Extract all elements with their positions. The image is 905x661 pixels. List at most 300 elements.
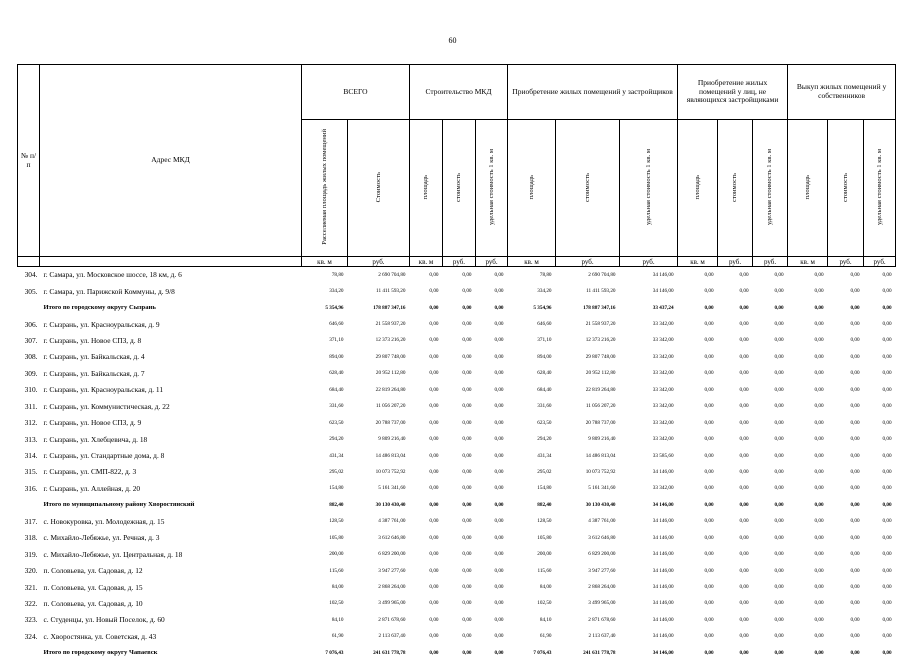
unit-label: руб. (348, 257, 410, 267)
value-cell: 128,50 (302, 513, 348, 529)
value-cell: 20 788 737,00 (556, 414, 620, 430)
column-header (556, 120, 620, 257)
row-number: 307. (18, 332, 40, 348)
value-cell: 0,00 (476, 513, 508, 529)
value-cell: 33 342,00 (620, 480, 678, 496)
value-cell: 5 161 341,60 (556, 480, 620, 496)
column-header-label: стоимость (455, 173, 463, 202)
value-cell: 33 342,00 (620, 316, 678, 332)
value-cell: 0,00 (443, 447, 476, 463)
table-row (18, 283, 896, 299)
value-cell: 0,00 (753, 628, 788, 644)
value-cell: 154,80 (508, 480, 556, 496)
row-number: 323. (18, 612, 40, 628)
value-cell: 0,00 (864, 365, 896, 381)
header-address: Адрес МКД (40, 65, 302, 257)
value-cell: 0,00 (828, 365, 864, 381)
value-cell: 30 130 430,40 (556, 497, 620, 513)
value-cell: 0,00 (410, 431, 443, 447)
value-cell: 3 612 646,80 (556, 530, 620, 546)
value-cell: 0,00 (828, 414, 864, 430)
value-cell: 0,00 (753, 349, 788, 365)
value-cell: 0,00 (443, 480, 476, 496)
value-cell: 0,00 (788, 283, 828, 299)
value-cell: 0,00 (410, 267, 443, 283)
value-cell: 371,10 (302, 332, 348, 348)
value-cell: 0,00 (718, 365, 753, 381)
value-cell: 20 952 112,80 (348, 365, 410, 381)
value-cell: 0,00 (443, 316, 476, 332)
value-cell: 0,00 (443, 398, 476, 414)
value-cell: 0,00 (788, 332, 828, 348)
value-cell: 628,40 (302, 365, 348, 381)
value-cell: 0,00 (443, 546, 476, 562)
column-header-label: стоимость (842, 173, 850, 202)
value-cell: 628,40 (508, 365, 556, 381)
value-cell: 0,00 (443, 283, 476, 299)
value-cell: 0,00 (718, 546, 753, 562)
row-number: 311. (18, 398, 40, 414)
value-cell: 0,00 (828, 530, 864, 546)
address-cell: с. Хворостянка, ул. Советская, д. 43 (40, 628, 302, 644)
value-cell: 0,00 (753, 283, 788, 299)
value-cell: 178 887 347,16 (348, 299, 410, 315)
value-cell: 0,00 (718, 382, 753, 398)
unit-label: руб. (753, 257, 788, 267)
value-cell: 0,00 (828, 349, 864, 365)
column-header-label: Стоимость (375, 172, 383, 202)
value-cell: 0,00 (864, 497, 896, 513)
address-cell: г. Сызрань, ул. Аллейная, д. 20 (40, 480, 302, 496)
units-spacer (18, 257, 40, 267)
column-header (678, 120, 718, 257)
value-cell: 14 486 813,04 (348, 447, 410, 463)
value-cell: 33 585,60 (620, 447, 678, 463)
value-cell: 0,00 (678, 530, 718, 546)
value-cell: 0,00 (678, 431, 718, 447)
value-cell: 0,00 (753, 299, 788, 315)
row-number: 314. (18, 447, 40, 463)
value-cell: 200,00 (508, 546, 556, 562)
unit-label: руб. (556, 257, 620, 267)
value-cell: 2 868 264,00 (556, 579, 620, 595)
value-cell: 294,20 (508, 431, 556, 447)
value-cell: 894,00 (302, 349, 348, 365)
value-cell: 0,00 (476, 414, 508, 430)
address-cell: г. Сызрань, ул. Коммунистическая, д. 22 (40, 398, 302, 414)
value-cell: 0,00 (828, 562, 864, 578)
value-cell: 0,00 (864, 447, 896, 463)
value-cell: 0,00 (476, 447, 508, 463)
value-cell: 0,00 (476, 546, 508, 562)
value-cell: 0,00 (828, 431, 864, 447)
value-cell: 0,00 (864, 579, 896, 595)
unit-label: кв. м (788, 257, 828, 267)
value-cell: 34 146,00 (620, 497, 678, 513)
value-cell: 0,00 (476, 497, 508, 513)
value-cell: 33 342,00 (620, 365, 678, 381)
value-cell: 0,00 (718, 612, 753, 628)
value-cell: 10 073 752,92 (348, 464, 410, 480)
value-cell: 0,00 (788, 595, 828, 611)
value-cell: 0,00 (718, 530, 753, 546)
resettlement-table (17, 64, 895, 661)
value-cell: 0,00 (410, 414, 443, 430)
value-cell: 0,00 (753, 414, 788, 430)
address-cell: г. Сызрань, ул. Новое СПЗ, д. 8 (40, 332, 302, 348)
value-cell: 84,00 (302, 579, 348, 595)
value-cell: 0,00 (753, 595, 788, 611)
value-cell: 0,00 (828, 497, 864, 513)
value-cell: 646,60 (302, 316, 348, 332)
value-cell: 3 947 277,60 (556, 562, 620, 578)
value-cell: 33 342,00 (620, 349, 678, 365)
table-row (18, 480, 896, 496)
value-cell: 0,00 (410, 316, 443, 332)
value-cell: 0,00 (788, 612, 828, 628)
address-cell: с. Михайло-Лебяжье, ул. Речная, д. 3 (40, 530, 302, 546)
value-cell: 0,00 (828, 612, 864, 628)
value-cell: 0,00 (443, 628, 476, 644)
value-cell: 0,00 (718, 645, 753, 661)
value-cell: 623,50 (302, 414, 348, 430)
value-cell: 0,00 (476, 398, 508, 414)
value-cell: 0,00 (788, 546, 828, 562)
value-cell: 0,00 (410, 530, 443, 546)
header-group-buyout: Выкуп жилых помещений у собственников (788, 65, 896, 120)
value-cell: 11 056 207,20 (556, 398, 620, 414)
value-cell: 61,90 (302, 628, 348, 644)
value-cell: 0,00 (476, 562, 508, 578)
value-cell: 84,10 (508, 612, 556, 628)
column-header (788, 120, 828, 257)
value-cell: 0,00 (443, 612, 476, 628)
unit-label: руб. (864, 257, 896, 267)
value-cell: 0,00 (443, 382, 476, 398)
column-header (753, 120, 788, 257)
unit-label: кв. м (508, 257, 556, 267)
value-cell: 0,00 (864, 562, 896, 578)
column-header (620, 120, 678, 257)
value-cell: 0,00 (864, 299, 896, 315)
value-cell: 84,10 (302, 612, 348, 628)
value-cell: 0,00 (678, 398, 718, 414)
table-row (18, 447, 896, 463)
value-cell: 0,00 (864, 398, 896, 414)
value-cell: 22 819 264,80 (556, 382, 620, 398)
row-number: 312. (18, 414, 40, 430)
total-row (18, 645, 896, 661)
unit-label: руб. (476, 257, 508, 267)
value-cell: 0,00 (410, 382, 443, 398)
value-cell: 0,00 (753, 562, 788, 578)
value-cell: 0,00 (753, 480, 788, 496)
value-cell: 0,00 (410, 332, 443, 348)
value-cell: 646,60 (508, 316, 556, 332)
value-cell: 0,00 (410, 447, 443, 463)
address-cell: г. Самара, ул. Московское шоссе, 18 км, д. 6 (40, 267, 302, 283)
unit-label: руб. (828, 257, 864, 267)
value-cell: 0,00 (828, 645, 864, 661)
value-cell: 882,40 (508, 497, 556, 513)
value-cell: 0,00 (753, 530, 788, 546)
unit-label: руб. (718, 257, 753, 267)
value-cell: 4 387 761,00 (348, 513, 410, 529)
total-row (18, 299, 896, 315)
address-cell: п. Соловьева, ул. Садовая, д. 10 (40, 595, 302, 611)
value-cell: 0,00 (678, 628, 718, 644)
table-row (18, 464, 896, 480)
value-cell: 0,00 (476, 612, 508, 628)
value-cell: 0,00 (864, 612, 896, 628)
header-group-construction: Строительство МКД (410, 65, 508, 120)
total-label: Итого по городскому округу Сызрань (40, 299, 302, 315)
value-cell: 0,00 (864, 513, 896, 529)
value-cell: 0,00 (410, 299, 443, 315)
row-number: 316. (18, 480, 40, 496)
value-cell: 0,00 (718, 349, 753, 365)
value-cell: 334,20 (508, 283, 556, 299)
table-row (18, 332, 896, 348)
value-cell: 9 809 216,40 (348, 431, 410, 447)
value-cell: 0,00 (443, 530, 476, 546)
value-cell: 0,00 (476, 332, 508, 348)
value-cell: 0,00 (678, 267, 718, 283)
row-number: 304. (18, 267, 40, 283)
total-label: Итого по городскому округу Чапаевск (40, 645, 302, 661)
value-cell: 0,00 (410, 562, 443, 578)
value-cell: 0,00 (410, 283, 443, 299)
value-cell: 178 887 347,16 (556, 299, 620, 315)
header-no: № п/п (18, 65, 40, 257)
value-cell: 0,00 (788, 530, 828, 546)
value-cell: 0,00 (788, 267, 828, 283)
value-cell: 0,00 (718, 431, 753, 447)
value-cell: 0,00 (476, 431, 508, 447)
value-cell: 0,00 (864, 382, 896, 398)
row-number: 308. (18, 349, 40, 365)
value-cell: 0,00 (678, 414, 718, 430)
value-cell: 20 952 112,80 (556, 365, 620, 381)
value-cell: 34 146,00 (620, 562, 678, 578)
value-cell: 0,00 (828, 464, 864, 480)
value-cell: 0,00 (476, 579, 508, 595)
value-cell: 0,00 (788, 431, 828, 447)
table-row (18, 398, 896, 414)
value-cell: 241 631 778,78 (348, 645, 410, 661)
value-cell: 0,00 (718, 267, 753, 283)
table-row (18, 349, 896, 365)
row-number: 305. (18, 283, 40, 299)
table-row (18, 546, 896, 562)
address-cell: г. Сызрань, ул. Байкальская, д. 7 (40, 365, 302, 381)
value-cell: 0,00 (788, 497, 828, 513)
value-cell: 0,00 (788, 579, 828, 595)
value-cell: 2 113 637,40 (348, 628, 410, 644)
value-cell: 0,00 (678, 595, 718, 611)
value-cell: 331,60 (302, 398, 348, 414)
value-cell: 684,40 (508, 382, 556, 398)
value-cell: 200,00 (302, 546, 348, 562)
value-cell: 0,00 (476, 316, 508, 332)
value-cell: 0,00 (864, 431, 896, 447)
value-cell: 0,00 (828, 316, 864, 332)
value-cell: 10 073 752,92 (556, 464, 620, 480)
value-cell: 34 146,00 (620, 612, 678, 628)
value-cell: 0,00 (410, 398, 443, 414)
column-header (718, 120, 753, 257)
value-cell: 34 146,00 (620, 579, 678, 595)
value-cell: 34 146,00 (620, 546, 678, 562)
value-cell: 0,00 (788, 382, 828, 398)
unit-label: руб. (443, 257, 476, 267)
value-cell: 0,00 (753, 431, 788, 447)
value-cell: 7 076,43 (302, 645, 348, 661)
row-number: 306. (18, 316, 40, 332)
address-cell: г. Сызрань, ул. Хлебцевича, д. 18 (40, 431, 302, 447)
row-number: 322. (18, 595, 40, 611)
column-header (864, 120, 896, 257)
value-cell: 0,00 (828, 628, 864, 644)
unit-label: руб. (620, 257, 678, 267)
table-row (18, 562, 896, 578)
value-cell: 0,00 (476, 267, 508, 283)
value-cell: 0,00 (828, 299, 864, 315)
address-cell: п. Соловьева, ул. Садовая, д. 12 (40, 562, 302, 578)
value-cell: 33 342,00 (620, 431, 678, 447)
value-cell: 105,80 (508, 530, 556, 546)
address-cell: г. Сызрань, ул. Стандартные дома, д. 8 (40, 447, 302, 463)
value-cell: 0,00 (788, 628, 828, 644)
value-cell: 2 871 678,60 (556, 612, 620, 628)
table-row (18, 612, 896, 628)
value-cell: 0,00 (410, 497, 443, 513)
value-cell: 12 373 216,20 (556, 332, 620, 348)
table-row (18, 513, 896, 529)
table-row (18, 316, 896, 332)
value-cell: 33 342,00 (620, 332, 678, 348)
value-cell: 0,00 (718, 628, 753, 644)
value-cell: 882,40 (302, 497, 348, 513)
value-cell: 0,00 (476, 464, 508, 480)
value-cell: 33 342,00 (620, 382, 678, 398)
value-cell: 0,00 (476, 645, 508, 661)
value-cell: 0,00 (718, 316, 753, 332)
column-header-label: площадь (422, 175, 430, 199)
value-cell: 0,00 (476, 349, 508, 365)
value-cell: 0,00 (718, 414, 753, 430)
value-cell: 331,60 (508, 398, 556, 414)
value-cell: 22 819 264,80 (348, 382, 410, 398)
table-row (18, 431, 896, 447)
value-cell: 29 807 748,00 (348, 349, 410, 365)
value-cell: 0,00 (788, 316, 828, 332)
row-number (18, 299, 40, 315)
column-header (302, 120, 348, 257)
value-cell: 115,60 (302, 562, 348, 578)
row-number: 320. (18, 562, 40, 578)
value-cell: 0,00 (718, 562, 753, 578)
value-cell: 0,00 (864, 595, 896, 611)
value-cell: 0,00 (476, 382, 508, 398)
value-cell: 431,34 (302, 447, 348, 463)
value-cell: 0,00 (718, 283, 753, 299)
header-group-total: ВСЕГО (302, 65, 410, 120)
row-number: 310. (18, 382, 40, 398)
value-cell: 0,00 (718, 513, 753, 529)
value-cell: 5 161 341,60 (348, 480, 410, 496)
value-cell: 0,00 (864, 645, 896, 661)
column-header-label: удельная стоимость 1 кв. м (876, 149, 884, 225)
value-cell: 0,00 (828, 447, 864, 463)
total-label: Итого по муниципальному району Хворостянский (40, 497, 302, 513)
total-row (18, 497, 896, 513)
units-row (18, 257, 896, 267)
value-cell: 2 871 678,60 (348, 612, 410, 628)
table-row (18, 382, 896, 398)
value-cell: 0,00 (864, 480, 896, 496)
value-cell: 0,00 (753, 497, 788, 513)
value-cell: 0,00 (718, 299, 753, 315)
value-cell: 0,00 (410, 595, 443, 611)
value-cell: 0,00 (864, 414, 896, 430)
value-cell: 0,00 (753, 398, 788, 414)
value-cell: 0,00 (678, 447, 718, 463)
value-cell: 0,00 (753, 316, 788, 332)
value-cell: 0,00 (678, 546, 718, 562)
value-cell: 34 146,00 (620, 530, 678, 546)
column-header-label: площадь (528, 175, 536, 199)
value-cell: 3 612 646,80 (348, 530, 410, 546)
table-row (18, 595, 896, 611)
value-cell: 34 146,00 (620, 267, 678, 283)
value-cell: 0,00 (718, 579, 753, 595)
value-cell: 34 146,00 (620, 628, 678, 644)
column-header-label: удельная стоимость 1 кв. м (645, 149, 653, 225)
value-cell: 0,00 (443, 464, 476, 480)
value-cell: 0,00 (828, 398, 864, 414)
value-cell: 0,00 (753, 365, 788, 381)
row-number: 324. (18, 628, 40, 644)
value-cell: 0,00 (718, 595, 753, 611)
table-body (18, 267, 896, 661)
value-cell: 3 499 965,00 (556, 595, 620, 611)
value-cell: 0,00 (678, 349, 718, 365)
value-cell: 0,00 (788, 299, 828, 315)
value-cell: 30 130 430,40 (348, 497, 410, 513)
value-cell: 0,00 (828, 267, 864, 283)
row-number: 313. (18, 431, 40, 447)
value-cell: 11 056 207,20 (348, 398, 410, 414)
header-group-developers: Приобретение жилых помещений у застройщиков (508, 65, 678, 120)
value-cell: 0,00 (788, 513, 828, 529)
unit-label: кв. м (410, 257, 443, 267)
value-cell: 29 807 748,00 (556, 349, 620, 365)
value-cell: 0,00 (678, 480, 718, 496)
value-cell: 334,20 (302, 283, 348, 299)
value-cell: 0,00 (476, 299, 508, 315)
value-cell: 295,02 (508, 464, 556, 480)
value-cell: 0,00 (678, 562, 718, 578)
value-cell: 0,00 (678, 645, 718, 661)
address-cell: п. Соловьева, ул. Садовая, д. 15 (40, 579, 302, 595)
value-cell: 0,00 (410, 513, 443, 529)
value-cell: 0,00 (476, 365, 508, 381)
table-row (18, 365, 896, 381)
value-cell: 34 146,00 (620, 595, 678, 611)
address-cell: г. Сызрань, ул. Байкальская, д. 4 (40, 349, 302, 365)
row-number (18, 497, 40, 513)
